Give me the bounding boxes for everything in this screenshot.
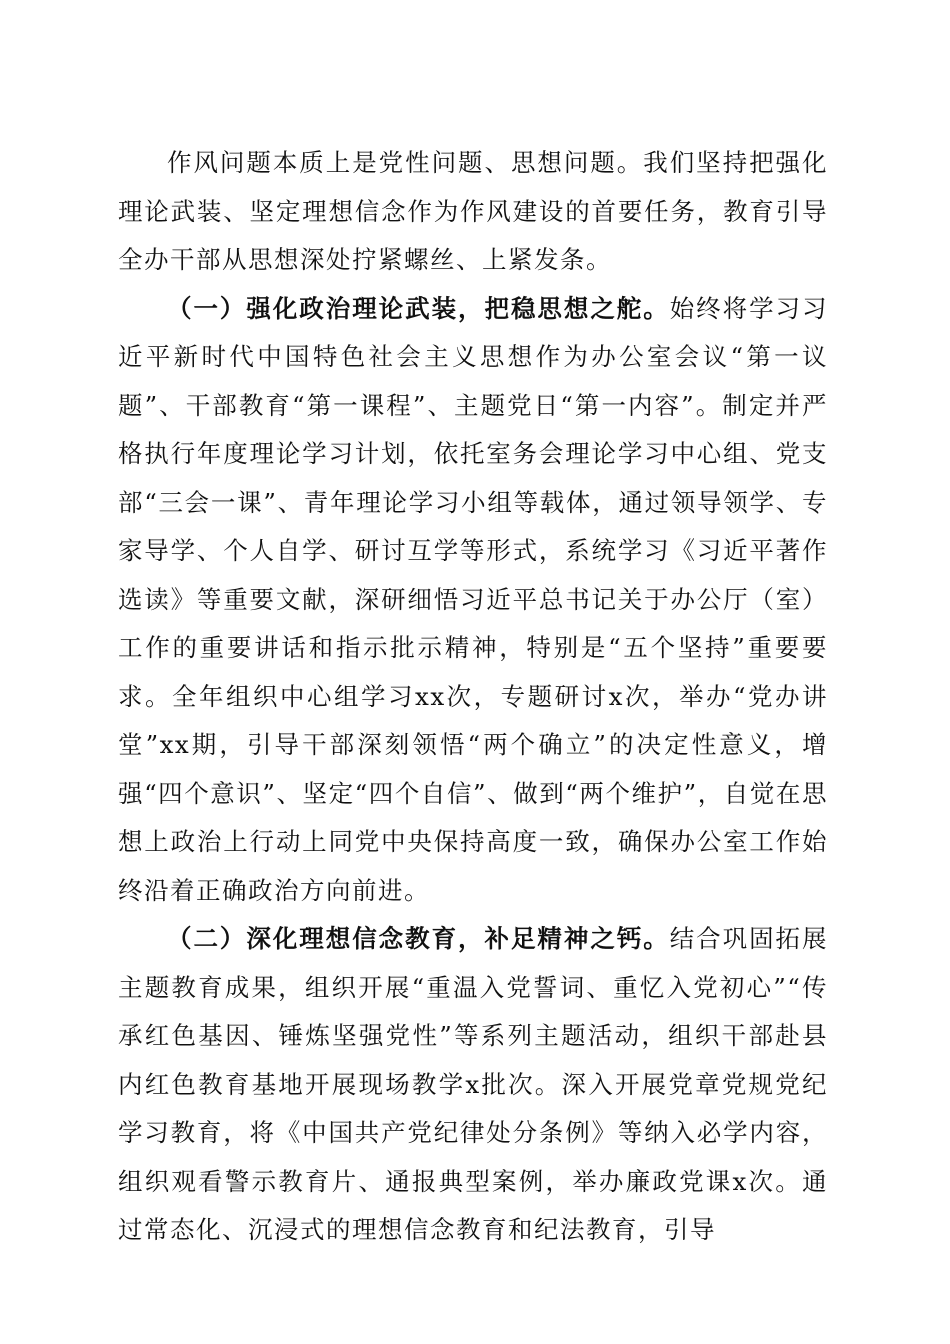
- paragraph-section-1: [118, 285, 828, 916]
- paragraph-body: 结合巩固拓展主题教育成果，组织开展“重温入党誓词、重忆入党初心”“传承红色基因、锤炼坚强党性”等系列主题活动，组织干部赴县内红色教育基地开展现场教学x批次。深入开展党章党规党纪学习教育，将《中国共产党纪律处分条例》等纳入必学内容，组织观看警示教育片、通报典型案例，举办廉政党课x次。通过常态化、沉浸式的理想信念教育和纪法教育，引导: [118, 924, 829, 1244]
- document-body: [118, 139, 828, 1255]
- paragraph-body: 始终将学习习近平新时代中国特色社会主义思想作为办公室会议“第一议题”、干部教育“第一课程”、主题党日“第一内容”。制定并严格执行年度理论学习计划，依托室务会理论学习中心组、党支部“三会一课”、青年理论学习小组等载体，通过领导领学、专家导学、个人自学、研讨互学等形式，系统学习《习近平著作选读》等重要文献，深研细悟习近平总书记关于办公厅（室）工作的重要讲话和指示批示精神，特别是“五个坚持”重要要求。全年组织中心组学习xx次，专题研讨x次，举办“党办讲堂”xx期，引导干部深刻领悟“两个确立”的决定性意义，增强“四个意识”、坚定“四个自信”、做到“两个维护”，自觉在思想上政治上行动上同党中央保持高度一致，确保办公室工作始终沿着正确政治方向前进。: [118, 293, 829, 905]
- paragraph-intro: [118, 139, 828, 285]
- section-heading: （二）深化理想信念教育，补足精神之钙。: [167, 924, 670, 953]
- section-heading: （一）强化政治理论武装，把稳思想之舵。: [167, 293, 670, 323]
- paragraph-body: 作风问题本质上是党性问题、思想问题。我们坚持把强化理论武装、坚定理想信念作为作风建设的首要任务，教育引导全办干部从思想深处拧紧螺丝、上紧发条。: [118, 148, 828, 274]
- paragraph-section-2: [118, 915, 828, 1255]
